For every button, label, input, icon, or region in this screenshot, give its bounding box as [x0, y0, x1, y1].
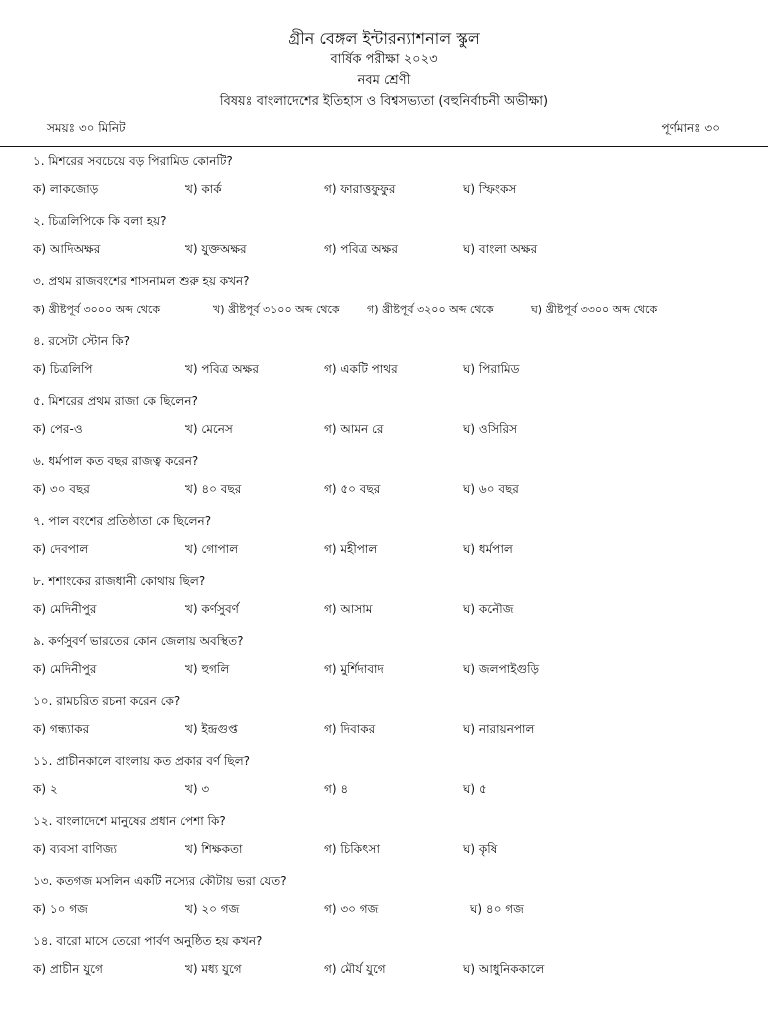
option-row — [33, 541, 743, 559]
option-row — [33, 961, 743, 979]
question-text: ৩. প্রথম রাজবংশের শাসনামল শুরু হয় কখন? — [33, 274, 250, 288]
option-ka: ক) গন্ধ্যাকর — [33, 722, 90, 736]
exam-header — [0, 28, 768, 112]
option-row — [33, 301, 743, 319]
question-text: ৭. পাল বংশের প্রতিষ্ঠাতা কে ছিলেন? — [33, 514, 212, 528]
option-row — [33, 661, 743, 679]
question-item — [33, 630, 743, 690]
option-ka: ক) খ্রীষ্টপূর্ব ৩০০০ অব্দ থেকে — [33, 303, 161, 316]
option-kha: খ) ৩ — [185, 782, 210, 796]
option-gha: ঘ) ৪০ গজ — [470, 902, 524, 916]
option-row — [33, 601, 743, 619]
option-ga: গ) চিকিৎসা — [324, 842, 380, 856]
question-text: ২. চিত্রলিপিকে কি বলা হয়? — [33, 214, 167, 228]
question-item — [33, 510, 743, 570]
option-kha: খ) যুক্তঅক্ষর — [185, 242, 247, 256]
question-item — [33, 270, 743, 330]
question-text: ১১. প্রাচীনকালে বাংলায় কত প্রকার বর্ণ ছিল? — [33, 754, 251, 768]
option-gha: ঘ) নারায়নপাল — [463, 722, 535, 736]
question-item — [33, 870, 743, 930]
option-kha: খ) ২০ গজ — [185, 902, 240, 916]
option-gha: ঘ) ৬০ বছর — [463, 482, 519, 496]
header-divider — [0, 146, 768, 147]
option-kha: খ) মধ্য যুগে — [185, 962, 242, 976]
option-ga: গ) একটি পাথর — [324, 362, 398, 376]
question-item — [33, 330, 743, 390]
option-gha: ঘ) আধুনিককালে — [463, 962, 545, 976]
question-text: ১২. বাংলাদেশে মানুষের প্রধান পেশা কি? — [33, 814, 226, 828]
option-kha: খ) মেনেস — [185, 422, 233, 436]
option-ga: গ) আমন রে — [324, 422, 384, 436]
option-ka: ক) চিত্রলিপি — [33, 362, 93, 376]
option-ga: গ) আসাম — [324, 602, 373, 616]
option-kha: খ) গোপাল — [185, 542, 239, 556]
question-text: ৪. রসেটা স্টোন কি? — [33, 334, 131, 348]
option-ka: ক) দেবপাল — [33, 542, 89, 556]
exam-meta — [47, 120, 720, 140]
question-item — [33, 390, 743, 450]
question-text: ১৪. বারো মাসে তেরো পার্বণ অনুষ্ঠিত হয় কখন? — [33, 934, 263, 948]
option-ka: ক) পের-ও — [33, 422, 83, 436]
time-allowed: সময়ঃ ৩০ মিনিট — [47, 121, 126, 135]
option-ga: গ) মহীপাল — [324, 542, 378, 556]
option-gha: ঘ) ওসিরিস — [463, 422, 518, 436]
question-text: ৮. শশাংকের রাজধানী কোথায় ছিল? — [33, 574, 206, 588]
option-gha: ঘ) কৃষি — [463, 842, 498, 856]
question-item — [33, 750, 743, 810]
option-gha: ঘ) খ্রীষ্টপূর্ব ৩৩০০ অব্দ থেকে — [531, 303, 658, 316]
option-ka: ক) আদিঅক্ষর — [33, 242, 101, 256]
option-row — [33, 241, 743, 259]
option-ga: গ) দিবাকর — [324, 722, 376, 736]
exam-title: বার্ষিক পরীক্ষা ২০২৩ — [330, 52, 438, 67]
option-row — [33, 781, 743, 799]
question-text: ১০. রামচরিত রচনা করেন কে? — [33, 694, 181, 708]
option-row — [33, 361, 743, 379]
question-item — [33, 570, 743, 630]
option-ga: গ) ৪ — [324, 782, 349, 796]
option-ga: গ) ৩০ গজ — [324, 902, 379, 916]
option-kha: খ) ইন্দ্রগুপ্ত — [185, 722, 238, 736]
question-text: ৫. মিশরের প্রথম রাজা কে ছিলেন? — [33, 394, 198, 408]
option-row — [33, 841, 743, 859]
question-item — [33, 150, 743, 210]
option-kha: খ) হুগলি — [185, 662, 230, 676]
question-item — [33, 210, 743, 270]
option-row — [33, 181, 743, 199]
option-kha: খ) শিক্ষকতা — [185, 842, 243, 856]
option-gha: ঘ) ৫ — [463, 782, 487, 796]
option-row — [33, 721, 743, 739]
option-kha: খ) ৪০ বছর — [185, 482, 242, 496]
full-marks: পূর্ণমানঃ ৩০ — [661, 121, 720, 135]
option-ka: ক) মেদিনীপুর — [33, 662, 97, 676]
option-gha: ঘ) জলপাইগুড়ি — [463, 662, 540, 676]
option-ka: ক) ২ — [33, 782, 58, 796]
question-item — [33, 930, 743, 990]
question-item — [33, 690, 743, 750]
question-list — [33, 150, 743, 990]
option-kha: খ) কর্ণসুবর্ণ — [185, 602, 239, 616]
option-row — [33, 901, 743, 919]
option-ga: গ) পবিত্র অক্ষর — [324, 242, 398, 256]
option-kha: খ) কার্ক — [185, 182, 222, 196]
option-ka: ক) মেদিনীপুর — [33, 602, 97, 616]
option-ka: ক) লাকজোড় — [33, 182, 99, 196]
class-name: নবম শ্রেণী — [357, 73, 411, 88]
option-ka: ক) ১০ গজ — [33, 902, 88, 916]
question-text: ৬. ধর্মপাল কত বছর রাজত্ব করেন? — [33, 454, 199, 468]
question-item — [33, 810, 743, 870]
option-ga: গ) মৌর্য যুগে — [324, 962, 386, 976]
option-row — [33, 421, 743, 439]
option-kha: খ) খ্রীষ্টপূর্ব ৩১০০ অব্দ থেকে — [213, 303, 340, 316]
school-name: গ্রীন বেঙ্গল ইন্টারন্যাশনাল স্কুল — [288, 29, 480, 48]
question-item — [33, 450, 743, 510]
option-gha: ঘ) স্ফিংকস — [463, 182, 517, 196]
question-text: ১৩. কতগজ মসলিন একটি নস্যের কৌটায় ভরা যেত? — [33, 874, 287, 888]
option-ga: গ) মুর্শিদাবাদ — [324, 662, 384, 676]
option-kha: খ) পবিত্র অক্ষর — [185, 362, 259, 376]
option-gha: ঘ) ধর্মপাল — [463, 542, 513, 556]
option-ka: ক) ৩০ বছর — [33, 482, 90, 496]
subject-line: বিষয়ঃ বাংলাদেশের ইতিহাস ও বিশ্বসভ্যতা (বহুনির্বাচনী অভীক্ষা) — [219, 94, 549, 109]
option-gha: ঘ) কনৌজ — [463, 602, 514, 616]
option-ga: গ) ৫০ বছর — [324, 482, 381, 496]
option-ka: ক) ব্যবসা বাণিজ্য — [33, 842, 118, 856]
option-row — [33, 481, 743, 499]
question-text: ৯. কর্ণসুবর্ণ ভারতের কোন জেলায় অবস্থিত? — [33, 634, 244, 648]
option-ga: গ) খ্রীষ্টপূর্ব ৩২০০ অব্দ থেকে — [367, 303, 494, 316]
option-ka: ক) প্রাচীন যুগে — [33, 962, 103, 976]
option-gha: ঘ) পিরামিড — [463, 362, 520, 376]
question-text: ১. মিশরের সবচেয়ে বড় পিরামিড কোনটি? — [33, 154, 233, 168]
option-ga: গ) ফারাত্তফুফুর — [324, 182, 396, 196]
option-gha: ঘ) বাংলা অক্ষর — [463, 242, 538, 256]
